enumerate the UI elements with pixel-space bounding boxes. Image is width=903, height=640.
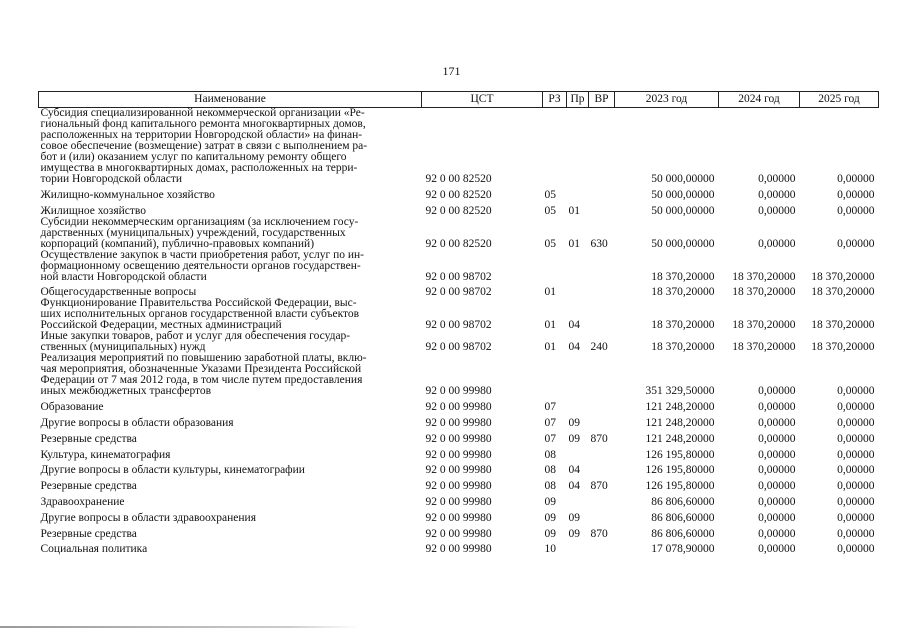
row-vr [589,283,615,299]
row-pr [567,250,589,283]
row-pr: 09 [568,432,580,445]
row-amount-2024: 0,00000 [758,188,796,201]
table-row [39,108,879,186]
row-rz: 07 [544,432,556,445]
row-amount-2025: 0,00000 [837,543,875,556]
table-header [39,92,879,108]
row-amount-2023: 18 370,20000 [651,341,715,354]
row-cst: 92 0 00 82520 [425,237,492,250]
row-vr: 630 [590,237,608,250]
row-vr [589,461,615,477]
row-name: Культура, кинематография [40,448,171,461]
row-cst: 92 0 00 98702 [425,319,492,332]
table-row [39,508,879,524]
row-name: Здравоохранение [40,495,125,508]
row-cst: 92 0 00 99980 [425,432,492,445]
row-vr [589,250,615,283]
row-vr [589,397,615,413]
row-rz [543,250,567,283]
row-vr [589,298,615,331]
row-rz: 01 [544,319,556,332]
row-name: Субсидии некоммерческим организациям (за исключением госу- дарственных (муниципальных) учреждений, государственных корпораций (компаний), публично-правовых компаний) [40,215,359,250]
row-rz: 05 [544,204,556,217]
row-amount-2023: 50 000,00000 [651,204,715,217]
row-vr [589,108,615,186]
row-cst: 92 0 00 98702 [425,270,492,283]
row-amount-2025: 0,00000 [837,464,875,477]
row-amount-2023: 121 248,20000 [645,432,715,445]
row-amount-2024: 0,00000 [758,543,796,556]
row-name: Осуществление закупок в части приобретения работ, услуг по ин- формационному освещению деятельности органов государствен- ной власти Новгородской области [40,248,365,283]
row-amount-2025: 0,00000 [837,511,875,524]
row-pr: 04 [568,480,580,493]
row-name: Реализация мероприятий по повышению заработной платы, вклю- чая мероприятия, обозначенные Указами Президента Российской Федерации от 7 мая 2012 года, в том числе путем предоставления иных межбюджетных трансфертов [40,352,367,398]
row-amount-2023: 86 806,60000 [651,511,715,524]
row-name: Резервные средства [40,527,137,540]
row-cst: 92 0 00 99980 [425,385,492,398]
row-rz: 09 [544,527,556,540]
row-cst: 92 0 00 82520 [425,173,492,185]
row-rz: 10 [544,543,556,556]
table-row [39,445,879,461]
scan-edge-line [0,626,360,628]
row-pr [567,108,589,186]
table-row [39,283,879,299]
row-cst: 92 0 00 99980 [425,511,492,524]
table-row [39,201,879,217]
table-row [39,397,879,413]
table-row [39,524,879,540]
col-header-vr: ВР [589,92,615,108]
row-cst: 92 0 00 82520 [425,188,492,201]
row-amount-2023: 351 329,50000 [645,385,715,398]
table-row [39,429,879,445]
row-amount-2023: 17 078,90000 [651,543,715,556]
row-vr [589,201,615,217]
row-name: Резервные средства [40,432,137,445]
row-amount-2024: 0,00000 [758,416,796,429]
row-amount-2025: 0,00000 [837,416,875,429]
row-amount-2024: 0,00000 [758,495,796,508]
row-amount-2024: 18 370,20000 [732,286,796,299]
row-name: Общегосударственные вопросы [40,286,197,299]
row-amount-2024: 0,00000 [758,173,796,185]
row-amount-2025: 0,00000 [837,480,875,493]
col-header-name: Наименование [39,92,422,108]
row-amount-2023: 126 195,80000 [645,448,715,461]
row-amount-2023: 121 248,20000 [645,401,715,414]
row-amount-2025: 18 370,20000 [811,319,875,332]
row-amount-2024: 0,00000 [758,511,796,524]
row-rz: 07 [544,401,556,414]
col-header-rz: РЗ [543,92,567,108]
row-pr [567,445,589,461]
row-cst: 92 0 00 99980 [425,527,492,540]
row-name: Образование [40,401,104,414]
row-vr [589,353,615,397]
row-amount-2023: 50 000,00000 [651,188,715,201]
row-amount-2024: 18 370,20000 [732,319,796,332]
row-amount-2023: 18 370,20000 [651,319,715,332]
row-pr: 09 [568,511,580,524]
table-row [39,540,879,556]
row-pr: 01 [568,237,580,250]
row-amount-2023: 126 195,80000 [645,480,715,493]
row-amount-2024: 0,00000 [758,432,796,445]
table-row [39,353,879,397]
row-name: Функционирование Правительства Российской Федерации, выс- ших исполнительных органов государственной власти субъектов Российской Федерации, местных администраций [40,297,360,332]
page-number: 171 [442,64,461,78]
row-cst: 92 0 00 99980 [425,416,492,429]
col-header-2023: 2023 год [615,92,719,108]
row-name: Жилищно-коммунальное хозяйство [40,188,215,201]
row-amount-2023: 18 370,20000 [651,270,715,283]
row-amount-2024: 0,00000 [758,401,796,414]
row-amount-2023: 86 806,60000 [651,527,715,540]
row-cst: 92 0 00 99980 [425,401,492,414]
table-row [39,476,879,492]
row-rz: 01 [544,286,556,299]
table-row [39,298,879,331]
row-amount-2025: 0,00000 [837,237,875,250]
row-amount-2024: 0,00000 [758,448,796,461]
row-cst: 92 0 00 99980 [425,480,492,493]
row-vr [589,540,615,556]
row-amount-2025: 0,00000 [837,204,875,217]
row-vr [589,185,615,201]
row-amount-2024: 0,00000 [758,204,796,217]
row-amount-2024: 0,00000 [758,464,796,477]
row-cst: 92 0 00 98702 [425,341,492,354]
row-amount-2023: 18 370,20000 [651,286,715,299]
row-amount-2023: 126 195,80000 [645,464,715,477]
row-name: Другие вопросы в области образования [40,416,234,429]
row-amount-2025: 0,00000 [837,495,875,508]
table-row [39,461,879,477]
row-amount-2024: 18 370,20000 [732,341,796,354]
row-name: Социальная политика [40,543,148,556]
row-amount-2025: 18 370,20000 [811,270,875,283]
row-amount-2025: 18 370,20000 [811,286,875,299]
row-name: Иные закупки товаров, работ и услуг для обеспечения государ- ственных (муниципальных) нужд [40,330,351,354]
table-row [39,217,879,250]
row-pr: 04 [568,341,580,354]
row-cst: 92 0 00 99980 [425,495,492,508]
row-rz: 09 [544,495,556,508]
row-vr: 240 [590,341,608,354]
budget-table [38,91,879,555]
row-pr [567,397,589,413]
row-amount-2023: 50 000,00000 [651,237,715,250]
row-amount-2023: 121 248,20000 [645,416,715,429]
row-rz: 08 [544,480,556,493]
row-vr [589,508,615,524]
row-pr: 04 [568,319,580,332]
row-vr [589,445,615,461]
row-vr: 870 [590,480,608,493]
row-amount-2025: 0,00000 [837,173,875,185]
row-amount-2025: 0,00000 [837,432,875,445]
row-pr: 09 [568,416,580,429]
row-rz [543,108,567,186]
row-amount-2025: 0,00000 [837,385,875,398]
row-cst: 92 0 00 99980 [425,543,492,556]
row-rz: 07 [544,416,556,429]
row-amount-2024: 0,00000 [758,385,796,398]
row-rz: 08 [544,448,556,461]
row-name: Жилищное хозяйство [40,204,147,217]
col-header-2025: 2025 год [800,92,879,108]
row-rz: 09 [544,511,556,524]
row-amount-2025: 0,00000 [837,448,875,461]
row-amount-2024: 0,00000 [758,527,796,540]
row-amount-2025: 0,00000 [837,527,875,540]
row-rz: 01 [544,341,556,354]
row-pr [567,283,589,299]
row-amount-2024: 0,00000 [758,480,796,493]
row-cst: 92 0 00 99980 [425,464,492,477]
row-amount-2024: 0,00000 [758,237,796,250]
row-cst: 92 0 00 98702 [425,286,492,299]
row-amount-2025: 18 370,20000 [811,341,875,354]
table-row [39,250,879,283]
row-rz: 08 [544,464,556,477]
col-header-cst: ЦСТ [422,92,543,108]
row-pr [567,185,589,201]
row-pr: 04 [568,464,580,477]
row-name: Другие вопросы в области здравоохранения [40,511,256,524]
row-pr [567,353,589,397]
row-rz: 05 [544,188,556,201]
table-row [39,185,879,201]
row-vr [589,492,615,508]
row-rz: 05 [544,237,556,250]
row-cst: 92 0 00 82520 [425,204,492,217]
row-pr: 09 [568,527,580,540]
row-amount-2025: 0,00000 [837,401,875,414]
row-rz [543,353,567,397]
row-vr: 870 [590,432,608,445]
table-row [39,413,879,429]
row-name: Резервные средства [40,480,137,493]
row-vr [589,413,615,429]
row-amount-2024: 18 370,20000 [732,270,796,283]
row-vr: 870 [590,527,608,540]
row-name: Другие вопросы в области культуры, кинематографии [40,464,305,477]
table-row [39,492,879,508]
row-amount-2023: 50 000,00000 [651,173,715,185]
row-pr [567,492,589,508]
table-row [39,331,879,353]
table-body [39,108,879,556]
col-header-2024: 2024 год [719,92,800,108]
row-name: Субсидия специализированной некоммерческой организации «Ре- гиональный фонд капитального ремонта многоквартирных домов, расположенных на территории Новгородской области» на финан- совое обеспечение (возмещение) затрат в связи с выполнением ра- бот и (или) оказанием услуг по капитальному ремонту общего имущества в многоквартирных домах, расположенных на терри- тории Новгородской области [40,107,368,185]
row-pr [567,540,589,556]
row-amount-2023: 86 806,60000 [651,495,715,508]
col-header-pr: Пр [567,92,589,108]
row-cst: 92 0 00 99980 [425,448,492,461]
row-pr: 01 [568,204,580,217]
row-amount-2025: 0,00000 [837,188,875,201]
